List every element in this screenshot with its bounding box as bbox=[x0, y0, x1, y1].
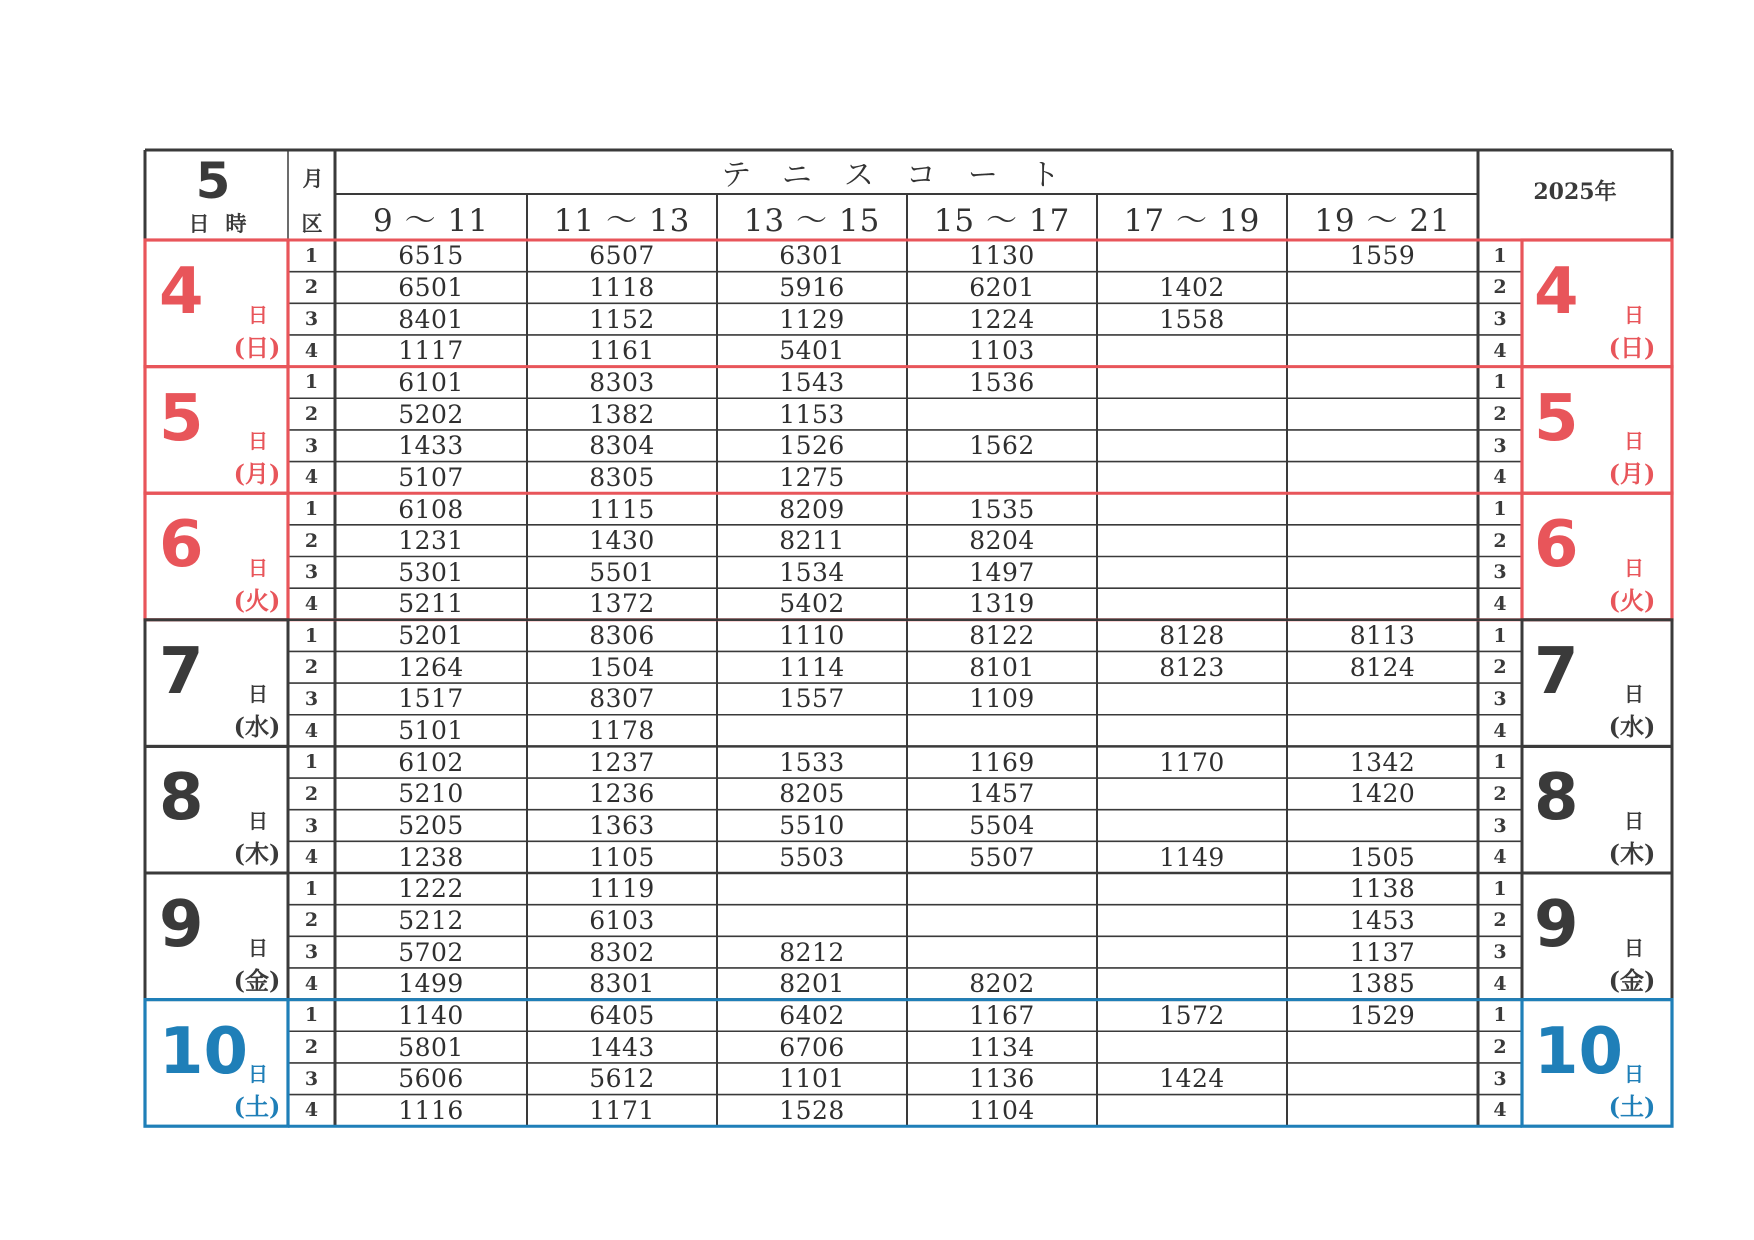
booking-cell: 5202 bbox=[398, 399, 464, 429]
ku-number-left: 1 bbox=[304, 1004, 319, 1027]
year-label: 2025年 bbox=[1533, 178, 1617, 205]
day-number-left: 9 bbox=[159, 888, 204, 962]
booking-cell: 5107 bbox=[398, 462, 464, 492]
booking-cell: 1275 bbox=[779, 462, 845, 492]
day-number-right: 4 bbox=[1534, 255, 1579, 329]
booking-cell: 6102 bbox=[398, 747, 464, 777]
booking-cell: 1105 bbox=[589, 842, 655, 872]
booking-cell: 1171 bbox=[589, 1095, 655, 1125]
ku-number-left: 1 bbox=[304, 751, 319, 774]
ku-number-right: 4 bbox=[1493, 466, 1507, 489]
ku-number-right: 3 bbox=[1493, 561, 1507, 584]
ku-number-left: 2 bbox=[304, 909, 319, 932]
booking-cell: 5205 bbox=[398, 811, 464, 840]
booking-cell: 1178 bbox=[589, 716, 655, 746]
weekday-left: (木) bbox=[233, 838, 281, 868]
booking-cell: 1104 bbox=[969, 1095, 1035, 1125]
booking-cell: 1529 bbox=[1349, 1000, 1416, 1030]
weekday-left: (金) bbox=[233, 965, 281, 995]
booking-cell: 1363 bbox=[589, 811, 655, 840]
booking-cell: 1167 bbox=[969, 1000, 1035, 1030]
booking-cell: 1140 bbox=[398, 1000, 464, 1030]
ku-number-right: 1 bbox=[1493, 751, 1507, 774]
day-number-right: 5 bbox=[1534, 381, 1579, 456]
booking-cell: 8212 bbox=[779, 937, 845, 967]
ku-number-right: 4 bbox=[1493, 592, 1507, 615]
booking-cell: 8113 bbox=[1349, 621, 1416, 651]
booking-cell: 1130 bbox=[969, 241, 1035, 271]
booking-cell: 1153 bbox=[779, 399, 845, 429]
booking-cell: 1372 bbox=[589, 589, 655, 619]
day-number-left: 8 bbox=[159, 761, 204, 836]
ku-number-left: 4 bbox=[304, 1099, 319, 1122]
weekday-left: (日) bbox=[233, 332, 281, 362]
booking-cell: 8306 bbox=[589, 621, 655, 651]
booking-cell: 1319 bbox=[969, 589, 1035, 619]
ku-number-left: 1 bbox=[304, 244, 319, 267]
ku-header-label: 区 bbox=[301, 211, 323, 236]
booking-cell: 1129 bbox=[779, 304, 845, 334]
day-suffix-left: 日 bbox=[248, 302, 268, 327]
booking-cell: 5801 bbox=[398, 1032, 464, 1062]
booking-cell: 8202 bbox=[969, 969, 1035, 999]
booking-cell: 1517 bbox=[398, 684, 464, 714]
booking-cell: 1238 bbox=[398, 842, 464, 872]
ku-number-right: 3 bbox=[1493, 941, 1507, 964]
ku-number-left: 2 bbox=[304, 403, 319, 426]
ku-number-right: 2 bbox=[1493, 909, 1507, 932]
month-label: 月 bbox=[302, 166, 324, 191]
booking-cell: 5503 bbox=[779, 842, 845, 872]
booking-cell: 8128 bbox=[1159, 621, 1225, 651]
booking-cell: 1457 bbox=[969, 779, 1035, 809]
day-suffix-right: 日 bbox=[1624, 935, 1644, 960]
booking-cell: 1504 bbox=[589, 652, 655, 682]
ku-number-left: 2 bbox=[304, 529, 319, 552]
booking-cell: 5212 bbox=[398, 905, 464, 935]
day-number-left: 5 bbox=[159, 381, 204, 456]
booking-cell: 6108 bbox=[398, 494, 464, 524]
day-number-right: 10 bbox=[1534, 1014, 1624, 1089]
booking-cell: 1536 bbox=[969, 367, 1035, 397]
ku-number-right: 2 bbox=[1493, 529, 1507, 552]
ku-number-left: 2 bbox=[304, 276, 319, 299]
ku-number-left: 1 bbox=[304, 371, 319, 394]
ku-number-left: 4 bbox=[304, 719, 319, 742]
page-title: テニスコート bbox=[721, 158, 1092, 193]
weekday-right: (水) bbox=[1608, 712, 1656, 742]
ku-number-left: 3 bbox=[304, 308, 319, 331]
booking-cell: 1117 bbox=[398, 336, 464, 366]
ku-number-left: 4 bbox=[304, 846, 319, 869]
booking-cell: 1103 bbox=[969, 336, 1035, 366]
booking-cell: 5201 bbox=[398, 621, 464, 651]
booking-cell: 8401 bbox=[398, 304, 464, 334]
ku-number-right: 1 bbox=[1493, 371, 1507, 394]
booking-cell: 6101 bbox=[398, 367, 464, 397]
booking-cell: 6507 bbox=[589, 241, 655, 271]
ku-number-left: 1 bbox=[304, 877, 319, 900]
booking-cell: 6706 bbox=[779, 1032, 845, 1062]
ku-number-left: 3 bbox=[304, 561, 319, 584]
booking-cell: 8211 bbox=[779, 526, 845, 556]
time-slot-header: 17 ～ 19 bbox=[1123, 202, 1261, 239]
weekday-left: (月) bbox=[233, 459, 281, 489]
weekday-right: (金) bbox=[1608, 965, 1656, 995]
booking-cell: 1443 bbox=[589, 1032, 655, 1062]
booking-cell: 5301 bbox=[398, 557, 464, 587]
ku-number-left: 4 bbox=[304, 339, 319, 362]
booking-cell: 8204 bbox=[969, 526, 1035, 556]
weekday-left: (土) bbox=[233, 1092, 281, 1122]
booking-cell: 1118 bbox=[589, 272, 655, 302]
weekday-right: (月) bbox=[1608, 459, 1656, 489]
booking-cell: 1101 bbox=[779, 1064, 845, 1094]
booking-cell: 1114 bbox=[779, 652, 845, 682]
ku-number-right: 3 bbox=[1493, 687, 1507, 710]
booking-cell: 1533 bbox=[779, 747, 845, 777]
booking-cell: 8209 bbox=[779, 494, 845, 524]
ku-number-left: 3 bbox=[304, 1067, 319, 1090]
day-suffix-right: 日 bbox=[1624, 302, 1644, 327]
booking-cell: 5612 bbox=[589, 1064, 655, 1094]
day-number-right: 6 bbox=[1534, 508, 1579, 583]
booking-cell: 8123 bbox=[1159, 652, 1225, 682]
ku-number-left: 1 bbox=[304, 624, 319, 647]
ku-number-right: 2 bbox=[1493, 656, 1507, 679]
booking-cell: 1237 bbox=[589, 747, 655, 777]
booking-cell: 1224 bbox=[969, 304, 1035, 334]
booking-cell: 1526 bbox=[779, 431, 845, 461]
booking-cell: 1557 bbox=[779, 684, 845, 714]
day-suffix-left: 日 bbox=[248, 682, 268, 707]
booking-cell: 1222 bbox=[398, 874, 464, 904]
booking-cell: 1134 bbox=[969, 1032, 1035, 1062]
booking-cell: 8305 bbox=[589, 462, 655, 492]
booking-cell: 5916 bbox=[779, 272, 845, 302]
booking-cell: 1453 bbox=[1349, 905, 1416, 935]
day-suffix-right: 日 bbox=[1624, 1062, 1644, 1087]
ku-number-right: 4 bbox=[1493, 339, 1507, 362]
booking-cell: 1115 bbox=[589, 494, 655, 524]
ku-number-right: 1 bbox=[1493, 1004, 1507, 1027]
day-suffix-left: 日 bbox=[248, 429, 268, 454]
booking-cell: 1528 bbox=[779, 1095, 845, 1125]
booking-cell: 1535 bbox=[969, 494, 1035, 524]
booking-cell: 1572 bbox=[1159, 1000, 1225, 1030]
ku-number-right: 4 bbox=[1493, 972, 1507, 995]
day-number-right: 9 bbox=[1534, 888, 1579, 962]
booking-cell: 6301 bbox=[779, 241, 845, 271]
booking-cell: 8304 bbox=[589, 431, 655, 461]
booking-cell: 6405 bbox=[589, 1000, 655, 1030]
weekday-right: (火) bbox=[1608, 585, 1656, 615]
time-slot-header: 11 ～ 13 bbox=[553, 202, 691, 239]
ku-number-right: 3 bbox=[1493, 434, 1507, 457]
booking-cell: 8302 bbox=[589, 937, 655, 967]
ku-number-right: 4 bbox=[1493, 719, 1507, 742]
booking-cell: 1559 bbox=[1349, 241, 1416, 271]
ku-number-right: 3 bbox=[1493, 308, 1507, 331]
booking-cell: 1138 bbox=[1349, 874, 1416, 904]
booking-cell: 5507 bbox=[969, 842, 1035, 872]
booking-cell: 1110 bbox=[779, 621, 845, 651]
booking-cell: 1430 bbox=[589, 526, 655, 556]
booking-cell: 5101 bbox=[398, 716, 464, 746]
day-suffix-right: 日 bbox=[1624, 555, 1644, 580]
booking-cell: 1136 bbox=[969, 1064, 1035, 1094]
booking-cell: 8205 bbox=[779, 779, 845, 809]
time-slot-header: 15 ～ 17 bbox=[933, 202, 1071, 239]
booking-cell: 5606 bbox=[398, 1064, 464, 1094]
booking-cell: 1342 bbox=[1349, 747, 1416, 777]
time-header-label: 時 bbox=[225, 211, 247, 236]
day-suffix-right: 日 bbox=[1624, 429, 1644, 454]
ku-number-left: 4 bbox=[304, 592, 319, 615]
day-number-left: 10 bbox=[159, 1014, 249, 1089]
day-header-label: 日 bbox=[188, 211, 210, 236]
booking-cell: 1382 bbox=[589, 399, 655, 429]
ku-number-left: 4 bbox=[304, 972, 319, 995]
time-slot-header: 19 ～ 21 bbox=[1314, 202, 1451, 239]
booking-cell: 8101 bbox=[969, 652, 1035, 682]
booking-cell: 1119 bbox=[589, 874, 655, 904]
booking-cell: 1264 bbox=[398, 652, 464, 682]
ku-number-left: 3 bbox=[304, 434, 319, 457]
ku-number-right: 4 bbox=[1493, 846, 1507, 869]
booking-cell: 1161 bbox=[589, 336, 655, 366]
time-slot-header: 9 ～ 11 bbox=[373, 202, 489, 239]
booking-cell: 6501 bbox=[398, 272, 464, 302]
booking-cell: 8124 bbox=[1349, 652, 1416, 682]
ku-number-right: 3 bbox=[1493, 814, 1507, 837]
booking-cell: 1385 bbox=[1349, 969, 1416, 999]
ku-number-right: 2 bbox=[1493, 782, 1507, 805]
booking-cell: 1169 bbox=[969, 747, 1035, 777]
booking-cell: 5210 bbox=[398, 779, 464, 809]
day-suffix-left: 日 bbox=[248, 935, 268, 960]
weekday-right: (日) bbox=[1608, 332, 1656, 362]
month-number: 5 bbox=[195, 152, 231, 210]
booking-cell: 5504 bbox=[969, 811, 1035, 840]
day-number-left: 6 bbox=[159, 508, 204, 583]
booking-cell: 1543 bbox=[779, 367, 845, 397]
booking-cell: 5510 bbox=[779, 811, 845, 840]
booking-cell: 1497 bbox=[969, 557, 1035, 587]
booking-cell: 5211 bbox=[398, 589, 464, 619]
ku-number-right: 2 bbox=[1493, 1036, 1507, 1059]
booking-cell: 1231 bbox=[398, 526, 464, 556]
day-suffix-right: 日 bbox=[1624, 808, 1644, 833]
booking-cell: 6402 bbox=[779, 1000, 845, 1030]
ku-number-right: 1 bbox=[1493, 498, 1507, 520]
ku-number-right: 1 bbox=[1493, 624, 1507, 647]
day-number-right: 8 bbox=[1534, 761, 1579, 836]
booking-cell: 1558 bbox=[1159, 304, 1225, 334]
booking-cell: 6103 bbox=[589, 905, 655, 935]
booking-cell: 1137 bbox=[1349, 937, 1416, 967]
booking-cell: 6201 bbox=[969, 272, 1035, 302]
weekday-right: (木) bbox=[1608, 838, 1656, 868]
day-suffix-right: 日 bbox=[1624, 682, 1644, 707]
ku-number-left: 2 bbox=[304, 782, 319, 805]
day-suffix-left: 日 bbox=[248, 555, 268, 580]
ku-number-left: 3 bbox=[304, 687, 319, 710]
booking-cell: 1433 bbox=[398, 431, 464, 461]
ku-number-right: 2 bbox=[1493, 276, 1507, 299]
booking-cell: 1236 bbox=[589, 779, 655, 809]
booking-cell: 1149 bbox=[1159, 842, 1225, 872]
ku-number-right: 2 bbox=[1493, 403, 1507, 426]
booking-cell: 5401 bbox=[779, 336, 845, 366]
booking-cell: 1152 bbox=[589, 304, 655, 334]
booking-cell: 1534 bbox=[779, 557, 845, 587]
ku-number-left: 2 bbox=[304, 1036, 319, 1059]
weekday-left: (水) bbox=[233, 712, 281, 742]
booking-cell: 1424 bbox=[1159, 1064, 1225, 1094]
day-suffix-left: 日 bbox=[248, 1062, 268, 1087]
ku-number-right: 3 bbox=[1493, 1067, 1507, 1090]
booking-cell: 6515 bbox=[398, 241, 464, 271]
booking-cell: 1170 bbox=[1159, 747, 1225, 777]
ku-number-left: 2 bbox=[304, 656, 319, 679]
ku-number-left: 1 bbox=[304, 498, 319, 520]
booking-cell: 1505 bbox=[1349, 842, 1416, 872]
booking-cell: 8307 bbox=[589, 684, 655, 714]
booking-cell: 5501 bbox=[589, 557, 655, 587]
booking-cell: 1562 bbox=[969, 431, 1035, 461]
booking-cell: 5402 bbox=[779, 589, 845, 619]
ku-number-left: 3 bbox=[304, 941, 319, 964]
day-number-left: 7 bbox=[159, 634, 204, 709]
booking-cell: 8301 bbox=[589, 969, 655, 999]
ku-number-right: 1 bbox=[1493, 244, 1507, 267]
day-number-right: 7 bbox=[1534, 634, 1579, 709]
ku-number-left: 3 bbox=[304, 814, 319, 837]
ku-number-left: 4 bbox=[304, 466, 319, 489]
booking-cell: 1402 bbox=[1159, 272, 1225, 302]
day-suffix-left: 日 bbox=[248, 808, 268, 833]
booking-cell: 1116 bbox=[398, 1095, 464, 1125]
booking-cell: 1420 bbox=[1349, 779, 1416, 809]
ku-number-right: 1 bbox=[1493, 877, 1507, 900]
booking-cell: 1499 bbox=[398, 969, 464, 999]
booking-cell: 8303 bbox=[589, 367, 655, 397]
weekday-right: (土) bbox=[1608, 1092, 1656, 1122]
day-number-left: 4 bbox=[159, 255, 204, 329]
booking-cell: 8201 bbox=[779, 969, 845, 999]
time-slot-header: 13 ～ 15 bbox=[743, 202, 881, 239]
booking-cell: 1109 bbox=[969, 684, 1035, 714]
booking-cell: 8122 bbox=[969, 621, 1035, 651]
ku-number-right: 4 bbox=[1493, 1099, 1507, 1122]
weekday-left: (火) bbox=[233, 585, 281, 615]
booking-cell: 5702 bbox=[398, 937, 464, 967]
